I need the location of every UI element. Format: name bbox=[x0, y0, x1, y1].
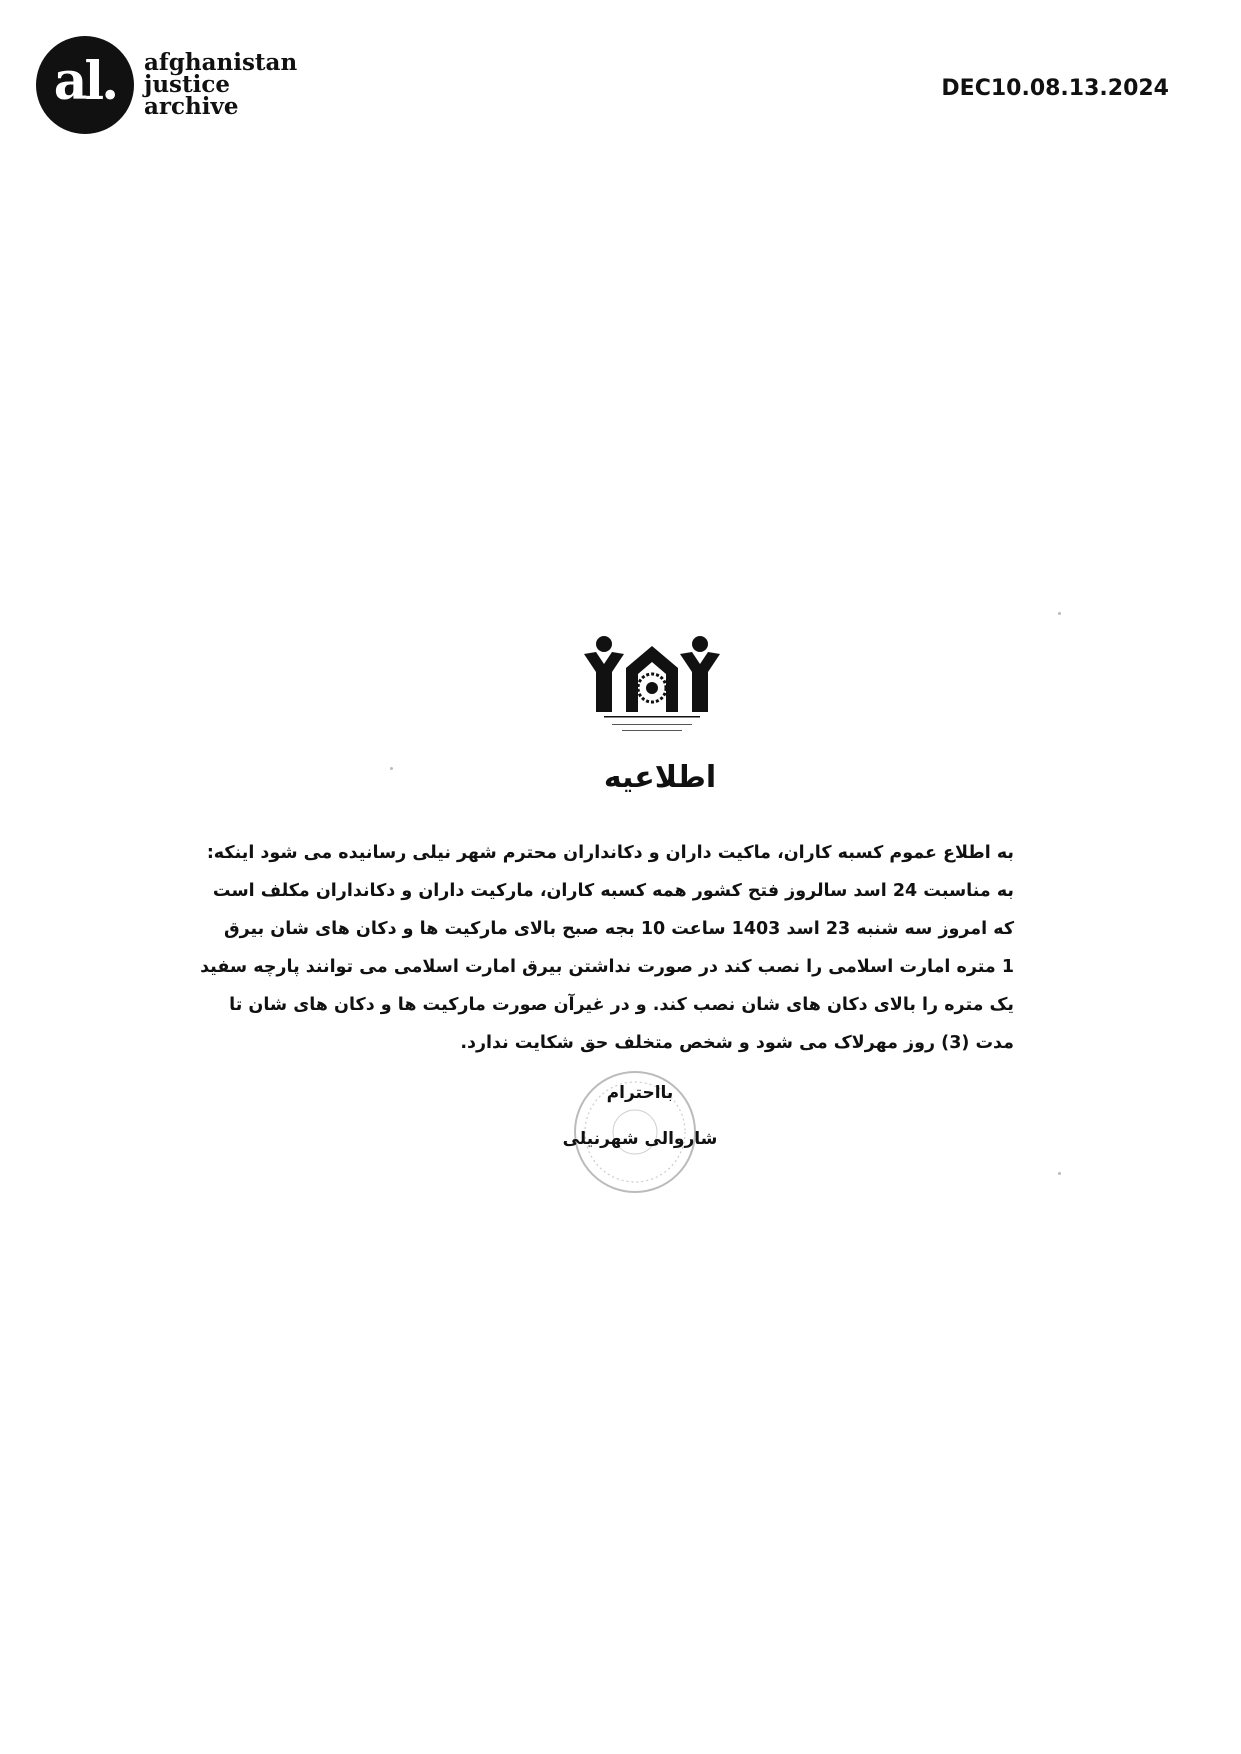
notice-line: مدت (3) روز مهرلاک می شود و شخص متخلف حق شکایت ندارد. bbox=[460, 1033, 1014, 1053]
logo-line-3: archive bbox=[144, 93, 239, 120]
scanned-notice bbox=[200, 612, 1080, 1232]
notice-line: به مناسبت 24 اسد سالروز فتح کشور همه کسبه کاران، مارکیت داران و دکانداران مکلف است bbox=[212, 881, 1014, 901]
notice-line: که امروز سه شنبه 23 اسد 1403 ساعت 10 بجه صبح بالای مارکیت ها و دکان های شان بیرق bbox=[223, 919, 1014, 939]
scan-speck bbox=[1058, 612, 1061, 615]
closing-salutation: بااحترام bbox=[606, 1083, 674, 1103]
scan-speck bbox=[1058, 1172, 1061, 1175]
signatory: شاروالی شهرنیلی bbox=[562, 1129, 718, 1149]
notice-line: یک متره را بالای دکان های شان نصب کند. و در غیرآن صورت مارکیت ها و دکان های شان تا bbox=[229, 995, 1014, 1015]
logo-wordmark bbox=[144, 49, 298, 120]
logo-line-2: justice bbox=[144, 71, 230, 98]
document-id: DEC10.08.13.2024 bbox=[941, 76, 1169, 101]
logo-mark: al. bbox=[36, 36, 134, 134]
notice-line: به اطلاع عموم کسبه کاران، ماکیت داران و دکانداران محترم شهر نیلی رسانیده می شود اینکه: bbox=[206, 843, 1014, 863]
archive-logo bbox=[36, 36, 297, 134]
notice-line: 1 متره امارت اسلامی را نصب کند در صورت نداشتن بیرق امارت اسلامی می توانند پارچه سفید bbox=[200, 957, 1014, 977]
municipality-emblem bbox=[582, 632, 722, 742]
notice-body bbox=[200, 834, 1014, 1062]
logo-line-1: afghanistan bbox=[144, 49, 298, 76]
notice-title: اطلاعیه bbox=[603, 760, 717, 795]
closing-block bbox=[550, 1070, 730, 1162]
